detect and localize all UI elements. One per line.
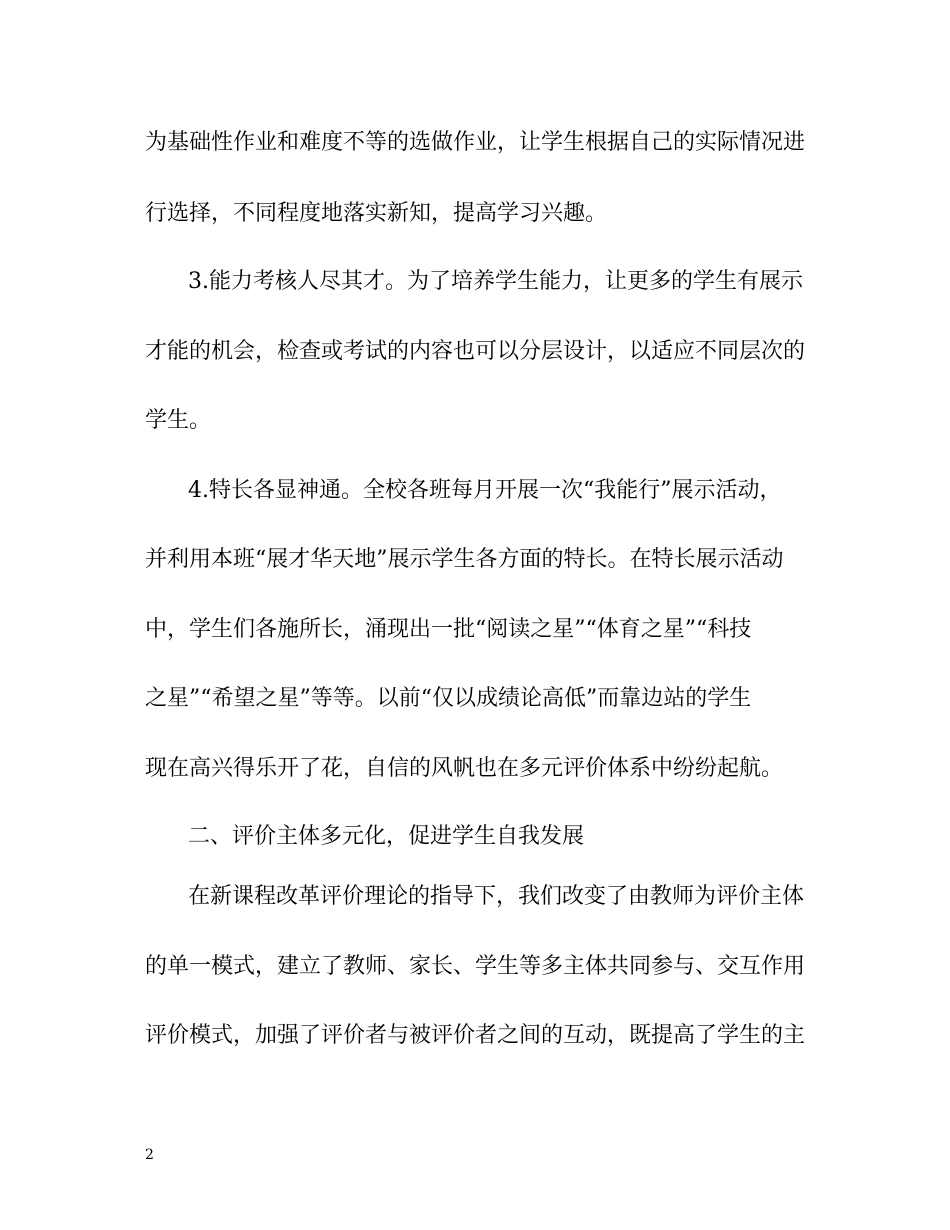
page-number: 2 — [145, 1147, 154, 1163]
paragraph-line: 3.能力考核人尽其才。为了培养学生能力，让更多的学生有展示 — [188, 269, 803, 294]
paragraph-line: 行选择，不同程度地落实新知，提高学习兴趣。 — [145, 201, 608, 226]
paragraph-line: 4.特长各显神通。全校各班每月开展一次“我能行”展示活动， — [188, 478, 782, 503]
paragraph-line: 现在高兴得乐开了花，自信的风帆也在多元评价体系中纷纷起航。 — [145, 756, 784, 781]
paragraph-line: 并利用本班“展才华天地”展示学生各方面的特长。在特长展示活动 — [145, 547, 784, 572]
section-heading: 二、评价主体多元化，促进学生自我发展 — [188, 824, 585, 849]
paragraph-line: 在新课程改革评价理论的指导下，我们改变了由教师为评价主体 — [188, 884, 805, 909]
paragraph-line: 中，学生们各施所长，涌现出一批“阅读之星”“体育之星”“科技 — [145, 617, 752, 642]
paragraph-line: 之星”“希望之星”等等。以前“仅以成绩论高低”而靠边站的学生 — [145, 686, 752, 711]
paragraph-line: 评价模式，加强了评价者与被评价者之间的互动，既提高了学生的主 — [145, 1023, 806, 1048]
paragraph-line: 才能的机会，检查或考试的内容也可以分层设计，以适应不同层次的 — [145, 339, 806, 364]
paragraph-line: 学生。 — [145, 408, 212, 433]
paragraph-line: 为基础性作业和难度不等的选做作业，让学生根据自己的实际情况进 — [145, 130, 806, 155]
paragraph-line: 的单一模式，建立了教师、家长、学生等多主体共同参与、交互作用 — [145, 954, 806, 979]
